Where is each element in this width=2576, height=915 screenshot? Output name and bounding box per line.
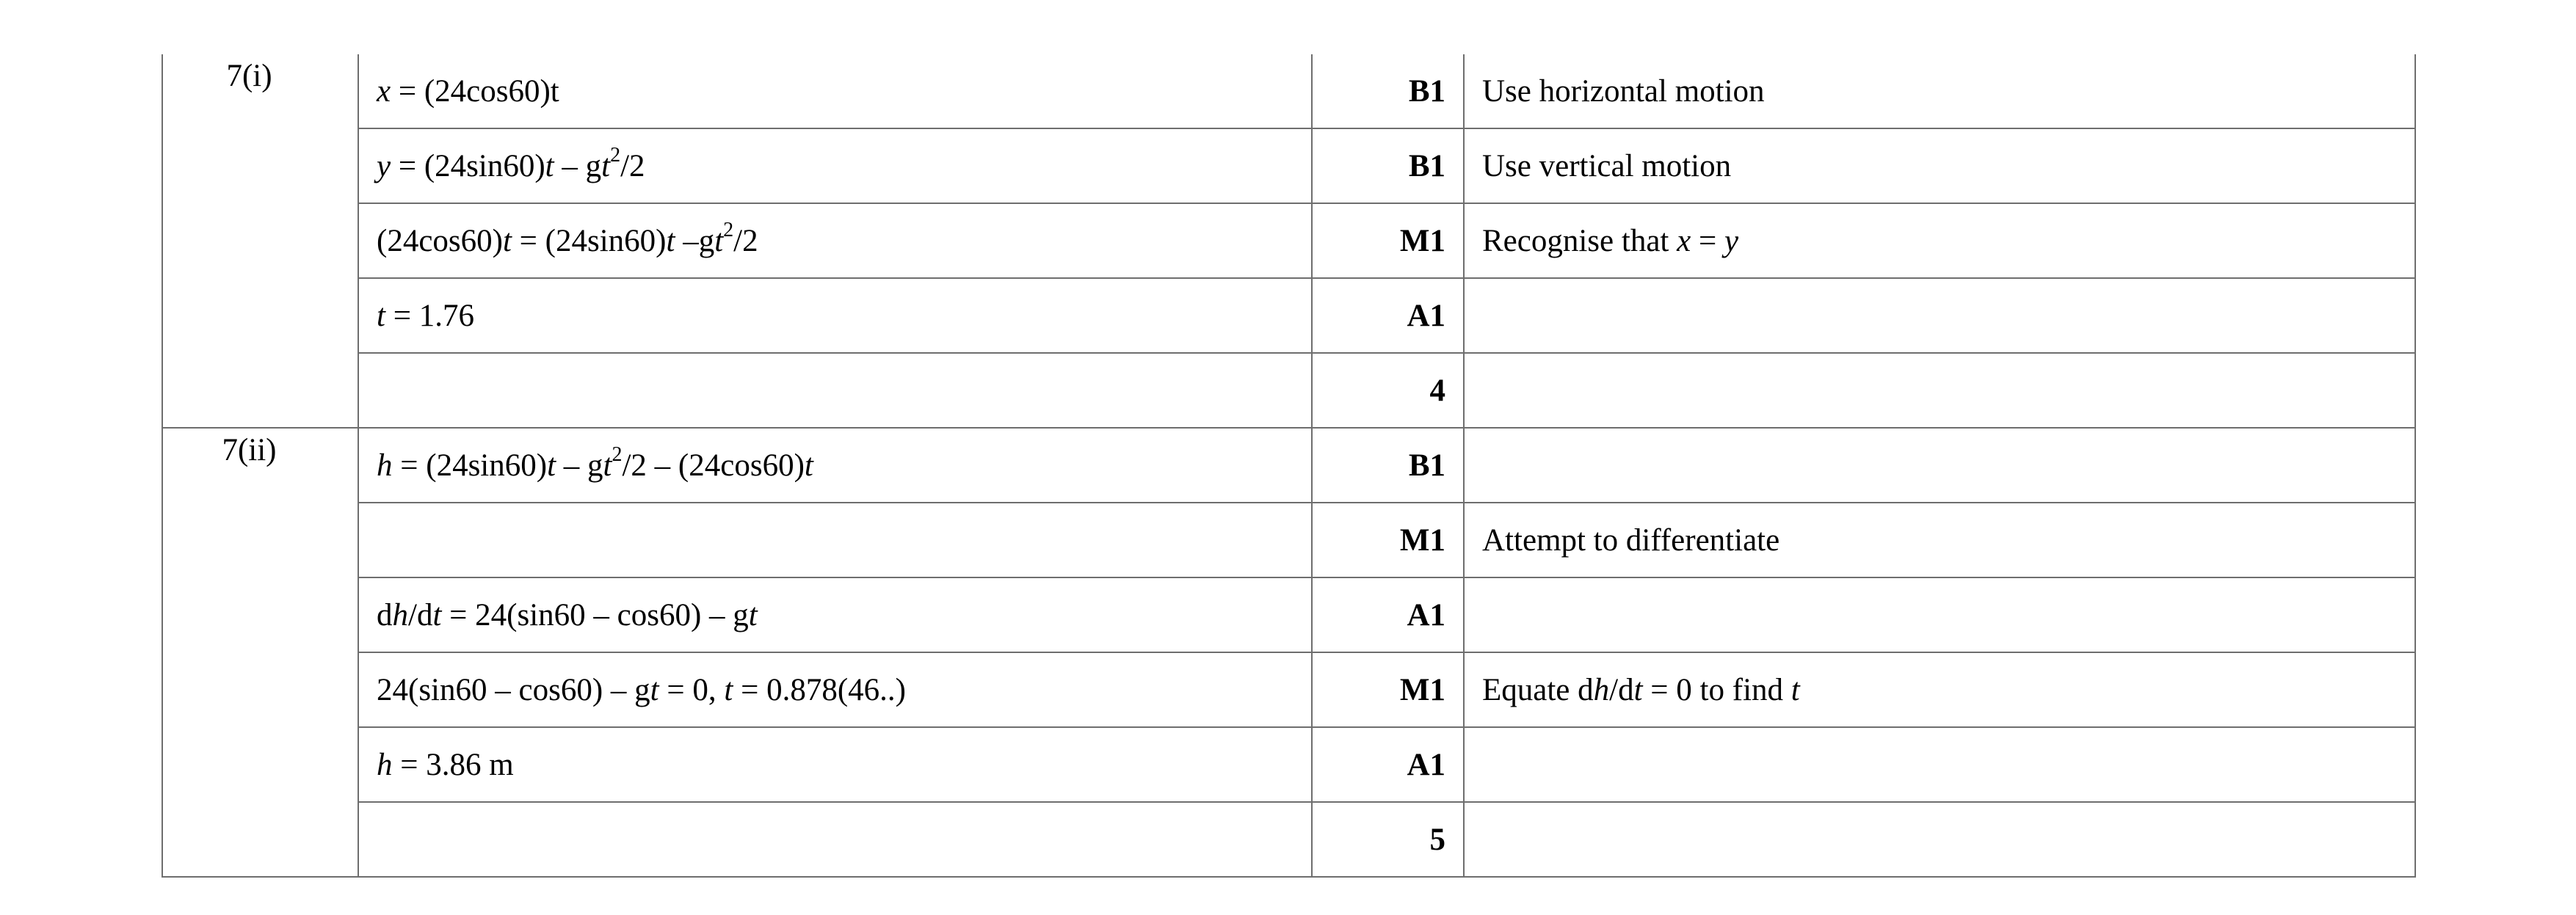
mark-cell: M1 (1312, 203, 1464, 278)
answer-cell (358, 278, 1312, 353)
mark-scheme-row (162, 503, 2415, 577)
guidance-cell (1464, 54, 2415, 128)
answer-cell (358, 203, 1312, 278)
text-segment: – g (554, 148, 602, 183)
math-variable: t (502, 223, 512, 258)
text-segment: d (377, 597, 393, 633)
math-variable: t (804, 448, 813, 483)
mark-cell: B1 (1312, 54, 1464, 128)
guidance-cell (1464, 278, 2415, 353)
text-segment: = 24(sin60 – cos60) – g (441, 597, 749, 633)
math-superscript: 2 (723, 218, 734, 241)
math-variable: y (1724, 223, 1739, 258)
text-segment: = (24sin60) (391, 148, 545, 183)
math-variable: t (714, 223, 724, 258)
text-segment: = (24sin60) (511, 223, 667, 258)
mark-scheme-row (162, 428, 2415, 503)
text-segment: Use vertical motion (1482, 148, 1732, 183)
math-variable: x (377, 73, 391, 109)
math-superscript: 2 (610, 143, 621, 167)
mark-scheme-row (162, 203, 2415, 278)
text-segment: /d (408, 597, 433, 633)
guidance-cell (1464, 503, 2415, 577)
text-segment: –g (675, 223, 715, 258)
mark-scheme-body (162, 54, 2415, 877)
math-variable: t (547, 448, 556, 483)
guidance-cell (1464, 652, 2415, 727)
math-variable: h (377, 448, 393, 483)
answer-cell (358, 428, 1312, 503)
math-variable: h (1593, 672, 1610, 707)
answer-cell (358, 577, 1312, 652)
text-segment: /2 (733, 223, 758, 258)
question-number: 7(ii) (162, 428, 358, 877)
mark-cell: A1 (1312, 727, 1464, 802)
math-variable: t (1633, 672, 1643, 707)
guidance-cell (1464, 802, 2415, 877)
mark-cell: 4 (1312, 353, 1464, 428)
text-segment: = 0, (658, 672, 725, 707)
guidance-cell (1464, 128, 2415, 203)
guidance-cell (1464, 577, 2415, 652)
mark-scheme-row (162, 128, 2415, 203)
math-variable: t (666, 223, 675, 258)
answer-cell (358, 353, 1312, 428)
mark-scheme-row (162, 278, 2415, 353)
text-segment: – g (556, 448, 603, 483)
text-segment: Recognise that (1482, 223, 1677, 258)
mark-cell: A1 (1312, 577, 1464, 652)
text-segment: Equate d (1482, 672, 1594, 707)
guidance-cell (1464, 727, 2415, 802)
answer-cell (358, 128, 1312, 203)
guidance-cell (1464, 353, 2415, 428)
text-segment: = (24cos60)t (391, 73, 559, 109)
mark-scheme-row (162, 353, 2415, 428)
guidance-cell (1464, 428, 2415, 503)
text-segment: /2 – (24cos60) (622, 448, 805, 483)
text-segment: = (1691, 223, 1724, 258)
answer-cell (358, 802, 1312, 877)
mark-scheme-row (162, 727, 2415, 802)
answer-cell (358, 727, 1312, 802)
answer-cell (358, 503, 1312, 577)
text-segment: = 1.76 (385, 298, 474, 333)
text-segment: = 3.86 m (392, 747, 514, 782)
question-number: 7(i) (162, 54, 358, 428)
text-segment: Use horizontal motion (1482, 73, 1765, 109)
mark-scheme-row (162, 54, 2415, 128)
math-variable: y (377, 148, 391, 183)
math-variable: t (377, 298, 385, 333)
answer-cell (358, 54, 1312, 128)
mark-cell: M1 (1312, 503, 1464, 577)
answer-cell (358, 652, 1312, 727)
mark-scheme-row (162, 577, 2415, 652)
mark-scheme-row (162, 802, 2415, 877)
text-segment: /2 (620, 148, 645, 183)
guidance-cell (1464, 203, 2415, 278)
text-segment: /d (1609, 672, 1634, 707)
mark-cell: M1 (1312, 652, 1464, 727)
math-variable: h (377, 747, 393, 782)
math-variable: t (724, 672, 733, 707)
math-variable: t (601, 148, 611, 183)
text-segment: = 0.878(46..) (733, 672, 906, 707)
text-segment: = (24sin60) (392, 448, 548, 483)
text-segment: Attempt to differentiate (1482, 522, 1780, 558)
math-variable: t (545, 148, 554, 183)
mark-cell: B1 (1312, 128, 1464, 203)
text-segment: = 0 to find (1642, 672, 1791, 707)
text-segment: (24cos60) (377, 223, 503, 258)
text-segment: 24(sin60 – cos60) – g (377, 672, 650, 707)
mark-scheme-table (162, 54, 2416, 878)
math-variable: t (748, 597, 758, 633)
mark-scheme-row (162, 652, 2415, 727)
math-variable: t (432, 597, 442, 633)
math-variable: t (1790, 672, 1800, 707)
math-variable: t (650, 672, 659, 707)
mark-cell: B1 (1312, 428, 1464, 503)
math-superscript: 2 (612, 442, 623, 466)
math-variable: t (603, 448, 612, 483)
mark-cell: A1 (1312, 278, 1464, 353)
math-variable: x (1677, 223, 1691, 258)
mark-cell: 5 (1312, 802, 1464, 877)
math-variable: h (392, 597, 408, 633)
